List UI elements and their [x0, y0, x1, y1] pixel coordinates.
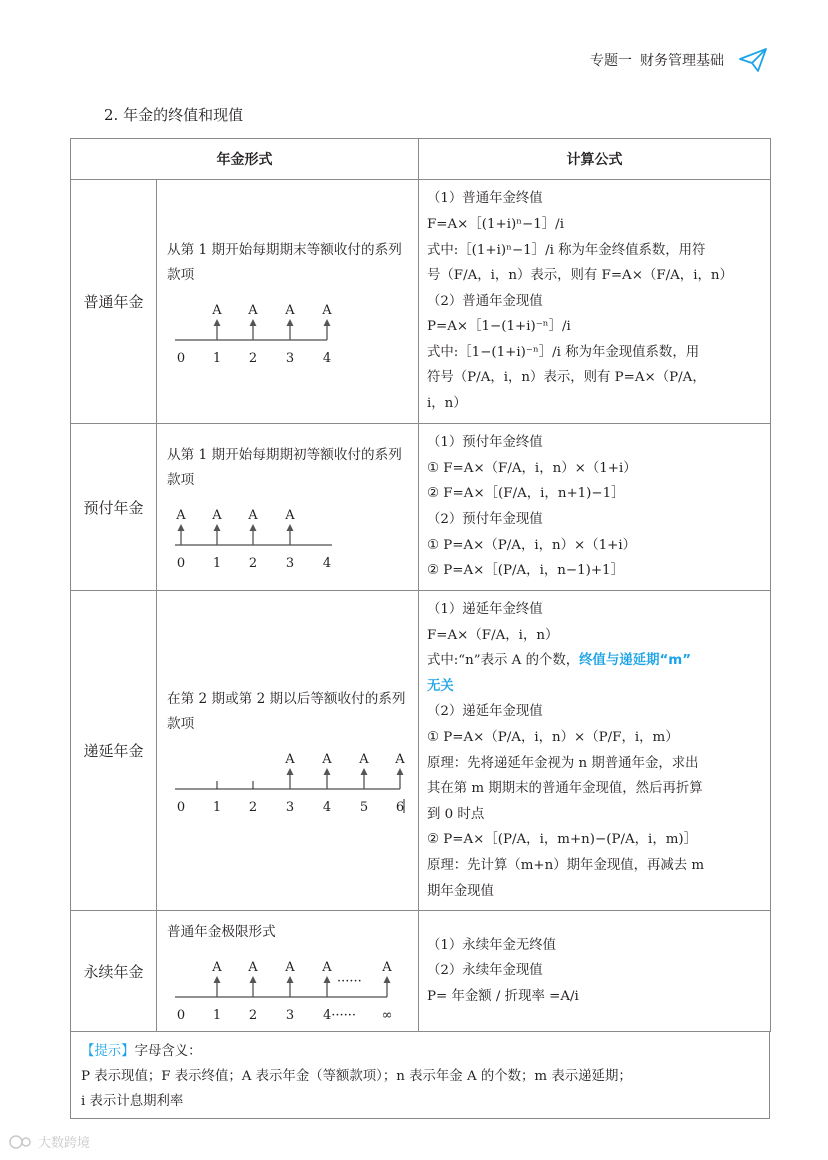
period-label: 3 — [285, 556, 295, 571]
section-title: 2. 年金的终值和现值 — [104, 106, 244, 124]
description-text: 在第 2 期或第 2 期以后等额收付的系列款项 — [167, 690, 406, 732]
formula-line: ① P=A×（P/A，i，n）×（1+i） — [427, 537, 637, 553]
watermark — [8, 1132, 90, 1151]
period-label: 1 — [212, 1007, 222, 1023]
formula-line: 式中:［1−(1+i)⁻ⁿ］/i 称为年金现值系数，用 — [427, 344, 700, 360]
table-header-row — [71, 139, 771, 180]
header-subject: 专题一 — [590, 53, 632, 69]
formula-line: 其在第 m 期期末的普通年金现值，然后再折算 — [427, 781, 703, 797]
period-label: 1 — [212, 799, 222, 815]
formula-line: （2）普通年金现值 — [427, 293, 543, 309]
tip-box — [70, 1031, 770, 1119]
annuity-table — [70, 138, 771, 1032]
formula-line: 原理：先将递延年金视为 n 期普通年金，求出 — [427, 755, 699, 771]
period-label: 6 — [395, 799, 405, 815]
row-description — [157, 591, 419, 911]
payment-label: A — [212, 508, 222, 523]
period-label: 1 — [212, 350, 222, 366]
period-label: ∞ — [381, 1007, 393, 1023]
payment-arrow-head — [361, 768, 368, 775]
formula-line: P=A×［1−(1+i)⁻ⁿ］/i — [427, 319, 571, 335]
period-label: 0 — [176, 1007, 186, 1023]
highlight-text: 无关 — [427, 678, 454, 694]
description-text: 从第 1 期开始每期期末等额收付的系列款项 — [167, 241, 402, 283]
payment-label: A — [248, 508, 258, 523]
row-name: 永续年金 — [71, 911, 157, 1032]
period-label: 4······ — [323, 1007, 357, 1023]
timeline-diagram — [167, 743, 407, 815]
period-label: 2 — [248, 350, 258, 366]
payment-arrow-head — [287, 768, 294, 775]
timeline-diagram — [167, 951, 407, 1023]
formula-cell — [419, 424, 771, 591]
payment-label: A — [176, 508, 186, 523]
formula-line: 期年金现值 — [427, 883, 494, 899]
period-label: 1 — [212, 556, 222, 571]
formula-line: 符号（P/A，i，n）表示，则有 P=A×（P/A， — [427, 370, 706, 386]
formula-cell — [419, 911, 771, 1032]
formula-line: 原理：先计算（m+n）期年金现值，再减去 m — [427, 857, 705, 873]
formula-text: 式中:“n”表示 A 的个数， — [427, 653, 580, 669]
payment-label: A — [285, 959, 295, 975]
row-description — [157, 424, 419, 591]
payment-arrow-head — [324, 976, 331, 983]
formula-line: （1）永续年金无终值 — [427, 937, 557, 953]
row-name: 预付年金 — [71, 424, 157, 591]
timeline-diagram — [167, 499, 407, 571]
formula-line: 到 0 时点 — [427, 806, 485, 822]
formula-line: ② F=A×［(F/A，i，n+1)−1］ — [427, 486, 625, 502]
formula-line: ② P=A×［(P/A，i，m+n)−(P/A，i，m)］ — [427, 832, 698, 848]
formula-cell — [419, 591, 771, 911]
payment-arrow-head — [214, 319, 221, 326]
description-text: 普通年金极限形式 — [167, 923, 276, 940]
payment-arrow-head — [250, 319, 257, 326]
formula-line: 号（F/A，i，n）表示，则有 F=A×（F/A，i，n） — [427, 268, 733, 284]
payment-label: A — [322, 959, 332, 975]
payment-label: A — [212, 959, 222, 975]
period-label: 2 — [248, 1007, 258, 1023]
payment-arrow-head — [384, 976, 391, 983]
formula-line: P= 年金额 / 折现率 =A/i — [427, 988, 579, 1004]
payment-arrow-head — [214, 976, 221, 983]
payment-arrow-head — [250, 524, 257, 531]
highlight-text: 终值与递延期“m” — [579, 653, 692, 669]
period-label: 5 — [359, 799, 369, 815]
payment-label: A — [285, 751, 295, 767]
header-title: 财务管理基础 — [640, 53, 724, 69]
period-label: 2 — [248, 799, 258, 815]
formula-line: ① F=A×（F/A，i，n）×（1+i） — [427, 460, 637, 476]
timeline-diagram — [167, 294, 407, 366]
payment-arrow-head — [287, 319, 294, 326]
row-name: 递延年金 — [71, 591, 157, 911]
formula-line: （1）普通年金终值 — [427, 191, 543, 207]
payment-arrow-head — [397, 768, 404, 775]
period-label: 3 — [285, 799, 295, 815]
formula-line: ① P=A×（P/A，i，n）×（P/F，i，m） — [427, 729, 679, 745]
period-label: 0 — [176, 556, 186, 571]
payment-label: A — [322, 751, 332, 767]
header-annuity-form: 年金形式 — [71, 139, 419, 180]
row-description — [157, 911, 419, 1032]
formula-line: （2）递延年金现值 — [427, 704, 543, 720]
payment-arrow-head — [324, 319, 331, 326]
payment-label: A — [248, 302, 258, 318]
period-label: 3 — [285, 350, 295, 366]
payment-label: A — [248, 959, 258, 975]
tip-line: P 表示现值；F 表示终值；A 表示年金（等额款项）；n 表示年金 A 的个数；m 表示递延期； — [81, 1069, 632, 1084]
table-row — [71, 424, 771, 591]
formula-line: （1）预付年金终值 — [427, 435, 543, 451]
payment-arrow-head — [324, 768, 331, 775]
ellipsis-dots: ······ — [337, 973, 362, 989]
payment-label: A — [359, 751, 369, 767]
payment-label: A — [395, 751, 405, 767]
period-label: 0 — [176, 799, 186, 815]
period-label: 4 — [322, 799, 332, 815]
payment-arrow-head — [214, 524, 221, 531]
table-row — [71, 591, 771, 911]
table-row — [71, 911, 771, 1032]
formula-line: i，n） — [427, 396, 467, 412]
formula-line: 式中:［(1+i)ⁿ−1］/i 称为年金终值系数，用符 — [427, 242, 706, 258]
tip-heading — [81, 1039, 759, 1064]
row-name: 普通年金 — [71, 180, 157, 424]
formula-line: ② P=A×［(P/A，i，n−1)+1］ — [427, 563, 624, 579]
watermark-text: 大数跨境 — [38, 1136, 91, 1151]
formula-cell — [419, 180, 771, 424]
period-label: 2 — [248, 556, 258, 571]
payment-arrow-head — [250, 976, 257, 983]
payment-label: A — [285, 508, 295, 523]
table-row — [71, 180, 771, 424]
row-description — [157, 180, 419, 424]
payment-label: A — [322, 302, 332, 318]
period-label: 4 — [322, 556, 332, 571]
formula-line: F=A×［(1+i)ⁿ−1］/i — [427, 216, 564, 232]
formula-line — [427, 648, 764, 674]
formula-line: F=A×（F/A，i，n） — [427, 627, 559, 643]
period-label: 0 — [176, 350, 186, 366]
period-label: 4 — [322, 350, 332, 366]
formula-line: （2）预付年金现值 — [427, 512, 543, 527]
page-header — [590, 48, 768, 72]
payment-label: A — [212, 302, 222, 318]
payment-arrow-head — [287, 976, 294, 983]
header-formula: 计算公式 — [419, 139, 771, 180]
formula-line: （1）递延年金终值 — [427, 602, 543, 617]
payment-arrow-head — [287, 524, 294, 531]
payment-label: A — [382, 959, 392, 975]
tip-line: i 表示计息期利率 — [81, 1094, 184, 1109]
watermark-logo-icon — [8, 1134, 34, 1150]
tip-label: 【提示】 — [81, 1044, 135, 1059]
period-label: 3 — [285, 1007, 295, 1023]
formula-line: （2）永续年金现值 — [427, 963, 543, 979]
payment-arrow-head — [178, 524, 185, 531]
tip-intro: 字母含义： — [134, 1044, 202, 1059]
payment-label: A — [285, 302, 295, 318]
paper-plane-icon — [738, 47, 768, 73]
description-text: 从第 1 期开始每期期初等额收付的系列款项 — [167, 447, 402, 488]
